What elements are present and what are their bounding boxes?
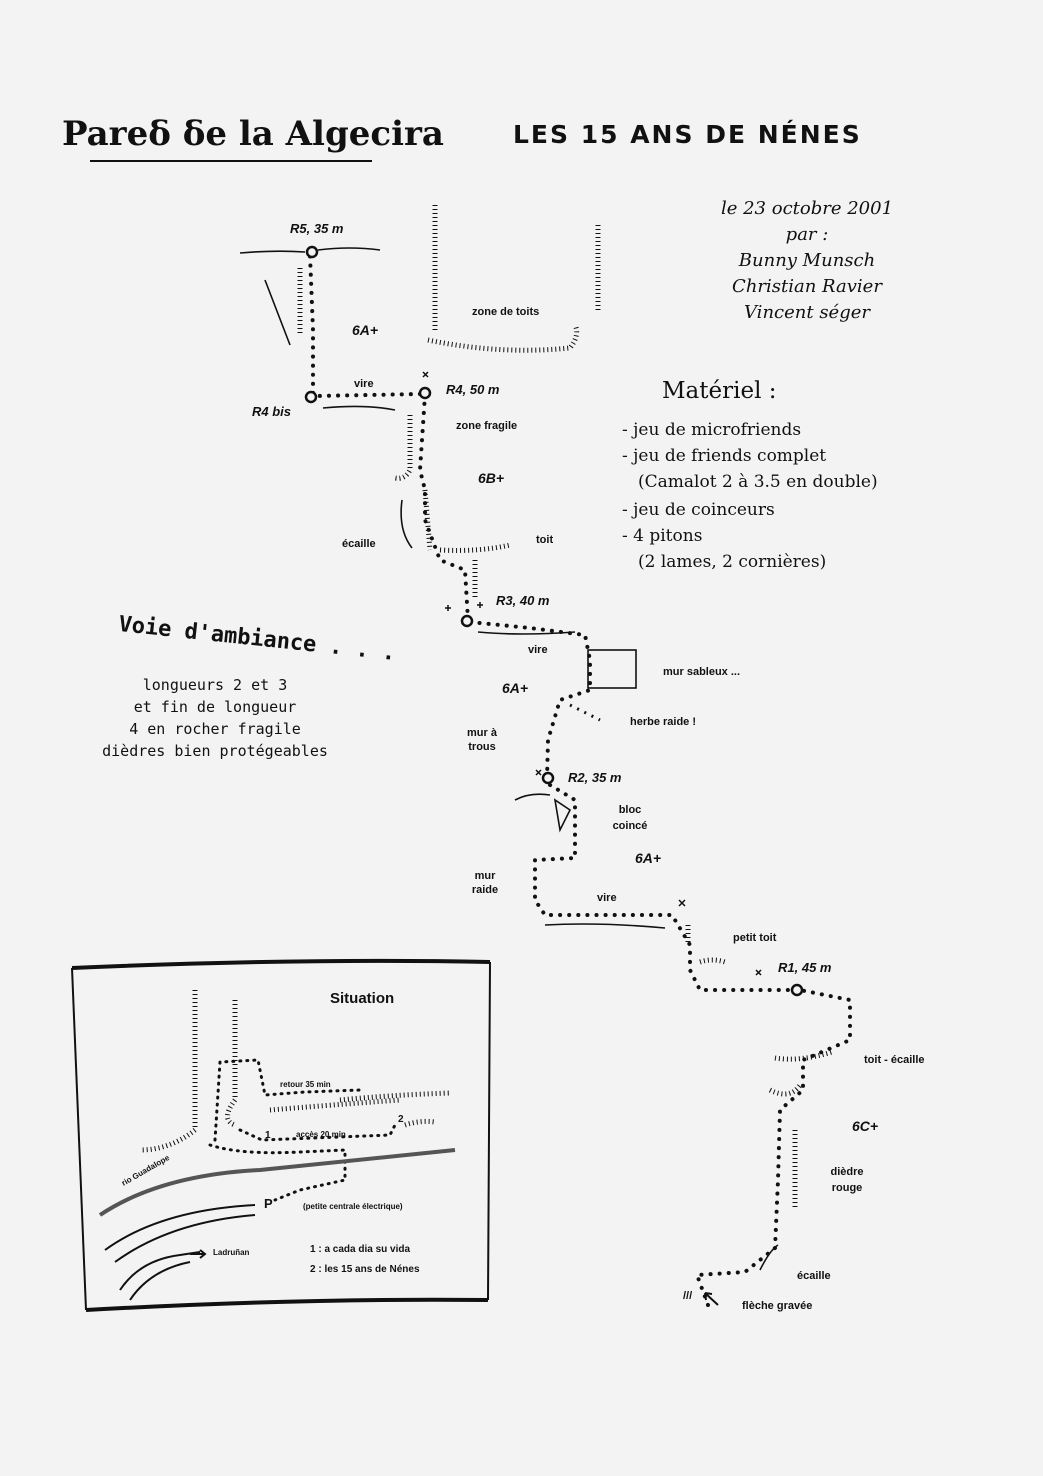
- label-toit-ecaille: toit - écaille: [864, 1054, 925, 1066]
- relay-label-r5: R5, 35 m: [290, 221, 344, 236]
- relay-label-r2: R2, 35 m: [568, 770, 622, 785]
- relay-label-r4: R4, 50 m: [446, 382, 500, 397]
- bloc-shape: [555, 800, 570, 830]
- equipment-title: Matériel :: [662, 378, 777, 404]
- toit-p4: [440, 545, 510, 550]
- grade-pitch-3: 6A+: [502, 680, 529, 696]
- label-bloc-1: bloc: [618, 804, 642, 816]
- fragile-corner: [395, 415, 410, 478]
- vire-low-ledge: [545, 924, 665, 928]
- relay-markers: [306, 247, 802, 995]
- label-ecaille-2: écaille: [797, 1270, 831, 1282]
- note-line: 4 en rocher fragile: [129, 720, 301, 738]
- note-line: longueurs 2 et 3: [142, 676, 288, 694]
- label-zone-fragile: zone fragile: [456, 420, 518, 432]
- equipment-item: - jeu de coinceurs: [622, 500, 775, 520]
- relay-r5: [307, 247, 317, 257]
- relay-label-r3: R3, 40 m: [496, 593, 550, 608]
- mur-sableux-box: [588, 650, 636, 688]
- legend-line-2: 2 : les 15 ans de Nénes: [310, 1264, 420, 1275]
- equipment-item: (2 lames, 2 cornières): [638, 552, 827, 572]
- grade-pitch-5: 6A+: [352, 322, 379, 338]
- label-petit-toit: petit toit: [733, 932, 777, 944]
- label-start-mark: ///: [683, 1290, 693, 1302]
- label-fleche-gravee: flèche gravée: [742, 1300, 813, 1312]
- route-marker-1: 1: [265, 1130, 271, 1141]
- ecaille-arc: [770, 1085, 800, 1094]
- label-retour: retour 35 min: [280, 1080, 331, 1089]
- label-toit: toit: [536, 534, 554, 546]
- petit-toit: [700, 960, 725, 962]
- label-mur-raide-1: mur: [474, 870, 496, 882]
- wall-name: Pareδ δe la Algecira: [62, 114, 444, 154]
- label-ladrunan: Ladruñan: [213, 1248, 250, 1257]
- label-herbe-raide: herbe raide !: [630, 716, 697, 728]
- vire-r3-ledge: [478, 632, 575, 634]
- crack-p5: [265, 280, 290, 345]
- label-diedre-1: dièdre: [830, 1166, 864, 1178]
- grade-pitch-1: 6C+: [852, 1118, 879, 1134]
- label-mur-sableux: mur sableux ...: [663, 666, 741, 678]
- equipment-item: - jeu de friends complet: [622, 446, 827, 466]
- climber-2: Christian Ravier: [732, 276, 882, 297]
- parking-marker: P: [264, 1196, 273, 1211]
- ledge-r5-left: [240, 251, 305, 253]
- relay-r4: [420, 388, 430, 398]
- bloc-top: [515, 794, 550, 800]
- relay-r1: [792, 985, 802, 995]
- route-marker-2: 2: [398, 1114, 404, 1125]
- note-title: Voie d'ambiance . . .: [117, 612, 397, 666]
- climber-1: Bunny Munsch: [738, 250, 876, 271]
- credits-by: par :: [785, 224, 829, 245]
- label-vire-r3: vire: [528, 644, 548, 656]
- label-ecaille-1: écaille: [342, 538, 376, 550]
- relay-r2: [543, 773, 553, 783]
- herbe-marks: [570, 705, 600, 720]
- equipment-item: - 4 pitons: [622, 526, 703, 546]
- label-vire-top: vire: [354, 378, 374, 390]
- relay-r4bis: [306, 392, 316, 402]
- label-acces: accès 20 min: [296, 1130, 346, 1139]
- note-line: et fin de longueur: [133, 698, 297, 716]
- route-name: LES 15 ANS DE NÉNES: [513, 120, 862, 149]
- toit-ecaille: [775, 1052, 832, 1059]
- relay-r3: [462, 616, 472, 626]
- label-rio: rio Guadalope: [120, 1153, 172, 1188]
- label-mur-trous-1: mur à: [467, 727, 497, 739]
- label-centrale: (petite centrale électrique): [303, 1202, 403, 1211]
- situation-title: Situation: [330, 990, 395, 1007]
- note-line: dièdres bien protégeables: [102, 742, 328, 760]
- label-mur-raide-2: raide: [471, 884, 499, 896]
- equipment-item: - jeu de microfriends: [622, 420, 802, 440]
- situation-box: [72, 961, 490, 1310]
- first-ascent-date: le 23 octobre 2001: [720, 198, 894, 219]
- climber-3: Vincent séger: [744, 302, 870, 323]
- equipment-item: (Camalot 2 à 3.5 en double): [638, 472, 878, 492]
- ledge-r5-right: [318, 248, 380, 250]
- relay-label-r4bis: R4 bis: [252, 404, 292, 419]
- label-vire-low: vire: [597, 892, 617, 904]
- relay-label-r1: R1, 45 m: [778, 960, 832, 975]
- label-bloc-2: coincé: [612, 820, 648, 832]
- roof-zone-bottom: [428, 325, 577, 350]
- label-mur-trous-2: trous: [468, 741, 496, 753]
- label-diedre-2: rouge: [831, 1182, 863, 1194]
- vire-top-ledge: [323, 406, 395, 410]
- ecaille-p4: [401, 500, 412, 548]
- label-zone-toits: zone de toits: [472, 306, 540, 318]
- legend-line-1: 1 : a cada dia su vida: [310, 1244, 411, 1255]
- grade-pitch-2: 6A+: [635, 850, 662, 866]
- grade-pitch-4: 6B+: [478, 470, 505, 486]
